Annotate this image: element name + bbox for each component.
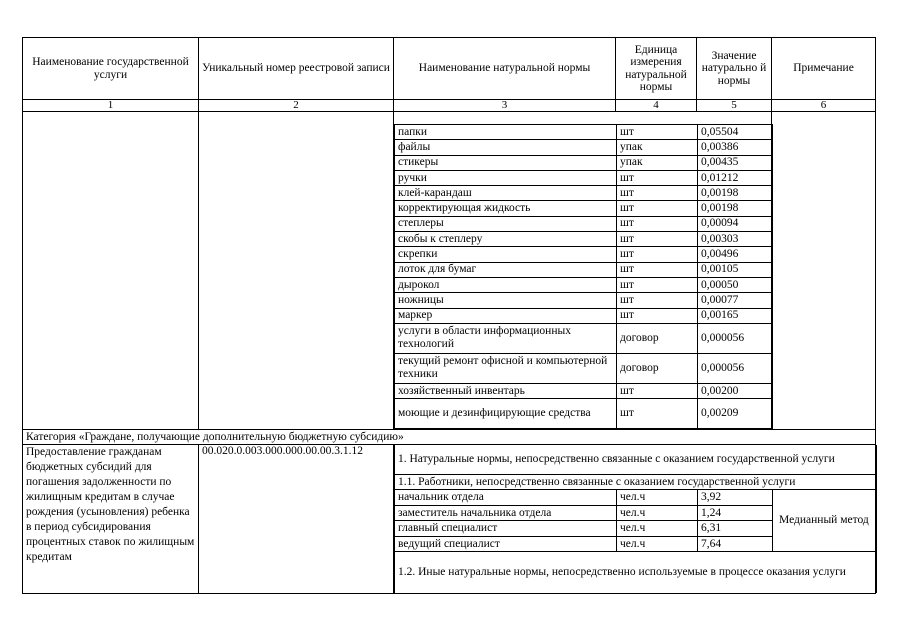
section-1-2-heading: 1.2. Иные натуральные нормы, непосредственно используемые в процессе оказания услуги xyxy=(395,552,877,594)
header-note: Примечание xyxy=(772,38,876,100)
supply-row xyxy=(395,293,773,308)
employee-value: 6,31 xyxy=(698,521,773,537)
supply-value: 0,00077 xyxy=(698,293,773,308)
supply-row xyxy=(395,383,773,398)
employee-name: ведущий специалист xyxy=(395,536,617,552)
employee-unit: чел.ч xyxy=(617,521,698,537)
column-number: 5 xyxy=(697,100,772,112)
service-norms-cell xyxy=(394,445,876,594)
category-row xyxy=(23,430,876,445)
supply-value: 0,00496 xyxy=(698,247,773,262)
supply-value: 0,01212 xyxy=(698,170,773,185)
supply-value: 0,00050 xyxy=(698,277,773,292)
supply-row xyxy=(395,353,773,383)
empty-note-cell xyxy=(772,112,876,430)
supply-row xyxy=(395,201,773,216)
header-registry-number: Уникальный номер реестровой записи xyxy=(199,38,394,100)
supply-unit: шт xyxy=(617,308,698,323)
supplies-block xyxy=(23,112,876,430)
supply-name: моющие и дезинфицирующие средства xyxy=(395,399,617,429)
supply-name: корректирующая жидкость xyxy=(395,201,617,216)
supply-row xyxy=(395,186,773,201)
empty-registry-cell xyxy=(199,112,394,430)
supply-row xyxy=(395,262,773,277)
supply-unit: шт xyxy=(617,232,698,247)
supply-row xyxy=(395,399,773,429)
supply-name: скобы к степлеру xyxy=(395,232,617,247)
supply-unit: шт xyxy=(617,262,698,277)
supply-name: ручки xyxy=(395,170,617,185)
service-block xyxy=(23,445,876,594)
employee-unit: чел.ч xyxy=(617,536,698,552)
service-norms-table xyxy=(394,445,877,593)
supply-name: хозяйственный инвентарь xyxy=(395,383,617,398)
employees-note: Медианный метод xyxy=(773,490,877,552)
supply-unit: шт xyxy=(617,170,698,185)
category-label: Категория «Граждане, получающие дополнительную бюджетную субсидию» xyxy=(23,430,876,445)
header-norm-name: Наименование натуральной нормы xyxy=(394,38,616,100)
supply-unit: упак xyxy=(617,140,698,155)
supply-unit: договор xyxy=(617,323,698,353)
employee-value: 1,24 xyxy=(698,505,773,521)
supply-value: 0,000056 xyxy=(698,353,773,383)
supplies-table xyxy=(394,124,773,429)
document-page xyxy=(22,37,875,594)
supply-value: 0,00435 xyxy=(698,155,773,170)
employee-value: 3,92 xyxy=(698,490,773,506)
supply-name: степлеры xyxy=(395,216,617,231)
supply-row xyxy=(395,323,773,353)
supply-row xyxy=(395,140,773,155)
supply-unit: шт xyxy=(617,216,698,231)
employee-unit: чел.ч xyxy=(617,505,698,521)
supply-row xyxy=(395,247,773,262)
supply-value: 0,00105 xyxy=(698,262,773,277)
supply-name: текущий ремонт офисной и компьютерной техники xyxy=(395,353,617,383)
norms-table xyxy=(22,37,876,594)
supply-value: 0,05504 xyxy=(698,125,773,140)
supply-name: маркер xyxy=(395,308,617,323)
column-number: 6 xyxy=(772,100,876,112)
supply-row xyxy=(395,232,773,247)
supply-value: 0,00165 xyxy=(698,308,773,323)
supply-unit: упак xyxy=(617,155,698,170)
supply-unit: шт xyxy=(617,293,698,308)
supply-row xyxy=(395,155,773,170)
header-unit: Единица измерения натуральной нормы xyxy=(616,38,697,100)
supply-name: лоток для бумаг xyxy=(395,262,617,277)
employee-name: начальник отдела xyxy=(395,490,617,506)
supply-name: файлы xyxy=(395,140,617,155)
supply-name: услуги в области информационных технологий xyxy=(395,323,617,353)
section-1-1-heading: 1.1. Работники, непосредственно связанные с оказанием государственной услуги xyxy=(395,475,877,490)
supply-unit: шт xyxy=(617,399,698,429)
supply-row xyxy=(395,308,773,323)
supply-value: 0,00209 xyxy=(698,399,773,429)
column-number: 1 xyxy=(23,100,199,112)
supply-value: 0,00303 xyxy=(698,232,773,247)
supply-value: 0,000056 xyxy=(698,323,773,353)
header-service-name: Наименование государственной услуги xyxy=(23,38,199,100)
supply-unit: шт xyxy=(617,125,698,140)
employee-name: заместитель начальника отдела xyxy=(395,505,617,521)
employee-value: 7,64 xyxy=(698,536,773,552)
supply-value: 0,00386 xyxy=(698,140,773,155)
supply-row xyxy=(395,125,773,140)
supply-value: 0,00198 xyxy=(698,186,773,201)
supply-unit: шт xyxy=(617,383,698,398)
supply-name: папки xyxy=(395,125,617,140)
supplies-cell xyxy=(394,112,772,430)
supply-unit: шт xyxy=(617,186,698,201)
supply-name: скрепки xyxy=(395,247,617,262)
header-value: Значение натурально й нормы xyxy=(697,38,772,100)
supply-value: 0,00198 xyxy=(698,201,773,216)
supply-name: стикеры xyxy=(395,155,617,170)
supply-value: 0,00094 xyxy=(698,216,773,231)
employee-unit: чел.ч xyxy=(617,490,698,506)
supply-row xyxy=(395,216,773,231)
section-1-heading: 1. Натуральные нормы, непосредственно связанные с оказанием государственной услуги xyxy=(395,445,877,475)
column-number: 3 xyxy=(394,100,616,112)
table-header-row xyxy=(23,38,876,100)
supply-unit: договор xyxy=(617,353,698,383)
column-number: 2 xyxy=(199,100,394,112)
supply-unit: шт xyxy=(617,201,698,216)
supply-row xyxy=(395,277,773,292)
empty-service-cell xyxy=(23,112,199,430)
supply-unit: шт xyxy=(617,247,698,262)
supply-row xyxy=(395,170,773,185)
column-number-row xyxy=(23,100,876,112)
employee-name: главный специалист xyxy=(395,521,617,537)
employee-row xyxy=(395,490,877,506)
supply-name: дырокол xyxy=(395,277,617,292)
column-number: 4 xyxy=(616,100,697,112)
supply-unit: шт xyxy=(617,277,698,292)
supply-name: клей-карандаш xyxy=(395,186,617,201)
service-name: Предоставление гражданам бюджетных субсидий для погашения задолженности по жилищным кредитам в случае рождения (усыновления) ребенка в период субсидирования процентных ставок по жилищным кредитам xyxy=(23,445,199,594)
registry-number: 00.020.0.003.000.000.00.00.3.1.12 xyxy=(199,445,394,594)
supply-name: ножницы xyxy=(395,293,617,308)
supply-value: 0,00200 xyxy=(698,383,773,398)
